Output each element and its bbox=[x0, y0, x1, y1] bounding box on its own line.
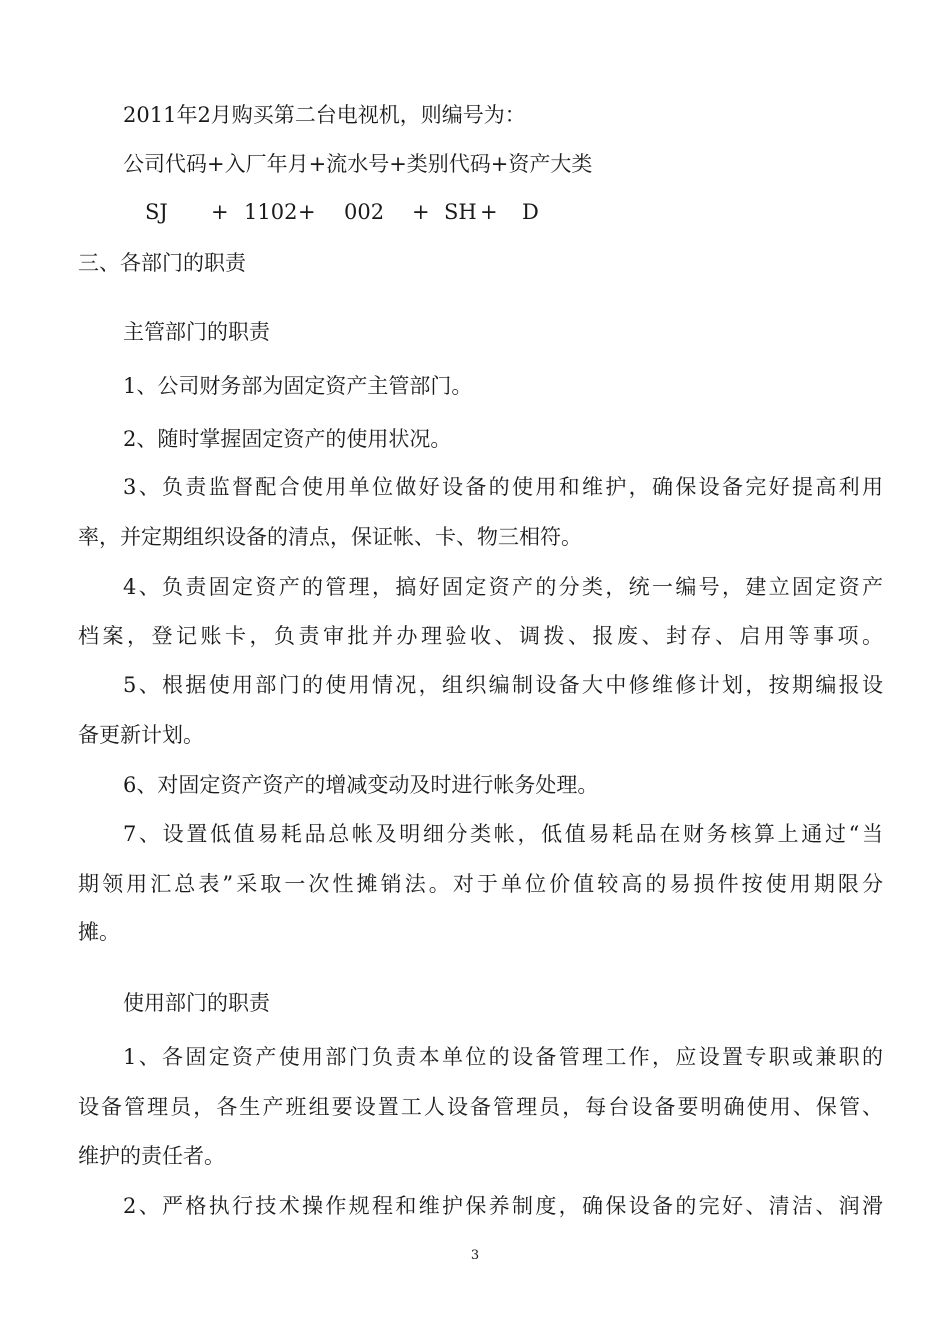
duty-item: 4、负责固定资产的管理，搞好固定资产的分类，统一编号，建立固定资产 bbox=[123, 575, 883, 599]
page-number: 3 bbox=[470, 1248, 480, 1263]
duty-item: 2、随时掌握固定资产的使用状况。 bbox=[123, 427, 452, 451]
subsection-heading: 使用部门的职责 bbox=[123, 991, 270, 1015]
code-asset-class: D bbox=[522, 200, 539, 224]
duty-item-continued: 摊。 bbox=[78, 920, 120, 944]
duty-item-continued: 期领用汇总表”采取一次性摊销法。对于单位价值较高的易损件按使用期限分 bbox=[78, 872, 883, 896]
duty-item: 2、严格执行技术操作规程和维护保养制度，确保设备的完好、清洁、润滑 bbox=[123, 1194, 883, 1218]
duty-item: 1、各固定资产使用部门负责本单位的设备管理工作，应设置专职或兼职的 bbox=[123, 1045, 883, 1069]
duty-item-continued: 档案，登记账卡，负责审批并办理验收、调拨、报废、封存、启用等事项。 bbox=[78, 624, 883, 648]
duty-item-continued: 备更新计划。 bbox=[78, 723, 204, 747]
subsection-heading: 主管部门的职责 bbox=[123, 320, 270, 344]
code-company: SJ bbox=[145, 200, 168, 224]
numbering-formula: 公司代码+入厂年月+流水号+类别代码+资产大类 bbox=[123, 152, 593, 176]
duty-item: 3、负责监督配合使用单位做好设备的使用和维护，确保设备完好提高利用 bbox=[123, 475, 883, 499]
code-plus: + bbox=[298, 200, 316, 224]
code-plus: + bbox=[480, 200, 498, 224]
code-serial: 002 bbox=[344, 200, 385, 224]
numbering-example-intro: 2011年2月购买第二台电视机，则编号为： bbox=[123, 103, 526, 127]
code-category: SH bbox=[444, 200, 477, 224]
section-heading: 三、各部门的职责 bbox=[78, 251, 246, 275]
duty-item-continued: 维护的责任者。 bbox=[78, 1144, 225, 1168]
duty-item: 1、公司财务部为固定资产主管部门。 bbox=[123, 374, 473, 398]
code-plus: + bbox=[211, 200, 229, 224]
duty-item-continued: 设备管理员，各生产班组要设置工人设备管理员，每台设备要明确使用、保管、 bbox=[78, 1095, 883, 1119]
duty-item: 7、设置低值易耗品总帐及明细分类帐，低值易耗品在财务核算上通过“当 bbox=[123, 822, 883, 846]
duty-item: 5、根据使用部门的使用情况，组织编制设备大中修维修计划，按期编报设 bbox=[123, 673, 883, 697]
duty-item: 6、对固定资产资产的增减变动及时进行帐务处理。 bbox=[123, 773, 599, 797]
duty-item-continued: 率，并定期组织设备的清点，保证帐、卡、物三相符。 bbox=[78, 525, 582, 549]
code-year-month: 1102 bbox=[244, 200, 298, 224]
code-plus: + bbox=[412, 200, 430, 224]
